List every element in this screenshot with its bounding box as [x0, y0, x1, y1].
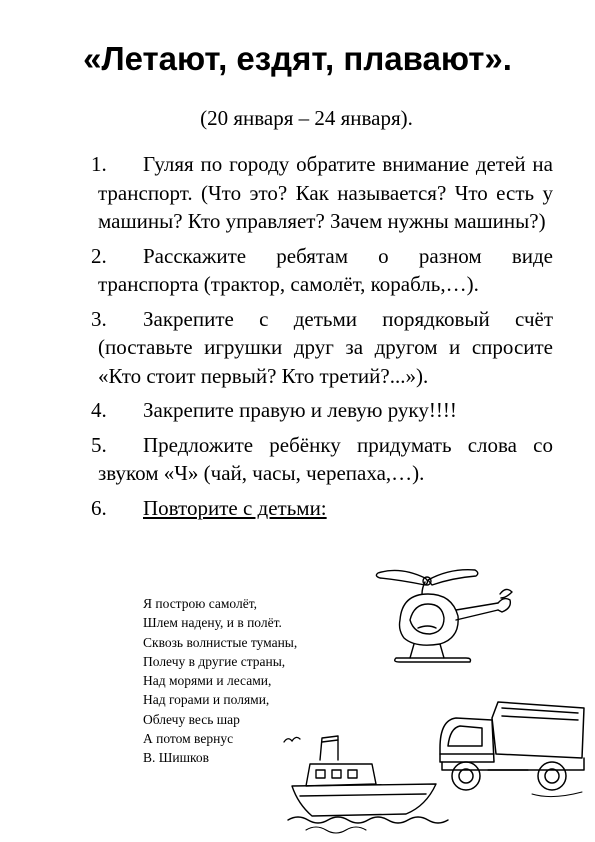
poem-author: В. Шишков: [143, 750, 209, 766]
list-item: [91, 396, 560, 425]
list-item: [91, 431, 560, 488]
page-title: «Летают, ездят, плавают».: [83, 40, 512, 77]
item-number: 5.: [91, 432, 107, 457]
list-item: [91, 242, 560, 299]
poem-line: Над морями и лесами,: [143, 673, 272, 689]
poem-line: Полечу в другие страны,: [143, 653, 286, 669]
dump-truck-drawing: [432, 690, 592, 805]
poem-line: Я построю самолёт,: [143, 596, 257, 611]
item-text: Закрепите правую и левую руку!!!!: [143, 398, 457, 422]
poem-line: А потом вернус: [143, 731, 234, 747]
bird-drawing: [282, 733, 302, 747]
list-item: [91, 150, 560, 236]
task-list: [91, 150, 560, 528]
list-item: [91, 494, 560, 523]
item-number: 6.: [91, 495, 107, 520]
boat-drawing: [286, 720, 456, 836]
item-number: 1.: [91, 152, 107, 176]
list-item: [91, 305, 560, 391]
item-number: 3.: [91, 306, 107, 331]
item-heading: Повторите с детьми:: [143, 495, 327, 520]
date-range: (20 января – 24 января).: [200, 106, 413, 130]
item-text: Расскажите ребятам о разном виде транспорта (трактор, самолёт, корабль,…).: [98, 243, 553, 296]
poem-line: Облечу весь шар: [143, 711, 240, 727]
item-text: Закрепите с детьми порядковый счёт (поставьте игрушки друг за другом и спросите «Кто стоит первый? Кто третий?...»).: [98, 306, 553, 388]
poem-line: Сквозь волнистые туманы,: [143, 634, 298, 650]
item-number: 2.: [91, 243, 107, 268]
item-number: 4.: [91, 398, 107, 422]
poem-line: Шлем надену, и в полёт.: [143, 615, 282, 631]
helicopter-drawing: [370, 558, 540, 678]
item-text: Гуляя по городу обратите внимание детей на транспорт. (Что это? Как называется? Что есть у машины? Кто управляет? Зачем нужны машины?): [98, 152, 553, 233]
poem-line: Над горами и полями,: [143, 692, 270, 708]
item-text: Предложите ребёнку придумать слова со звуком «Ч» (чай, часы, черепаха,…).: [98, 432, 553, 485]
